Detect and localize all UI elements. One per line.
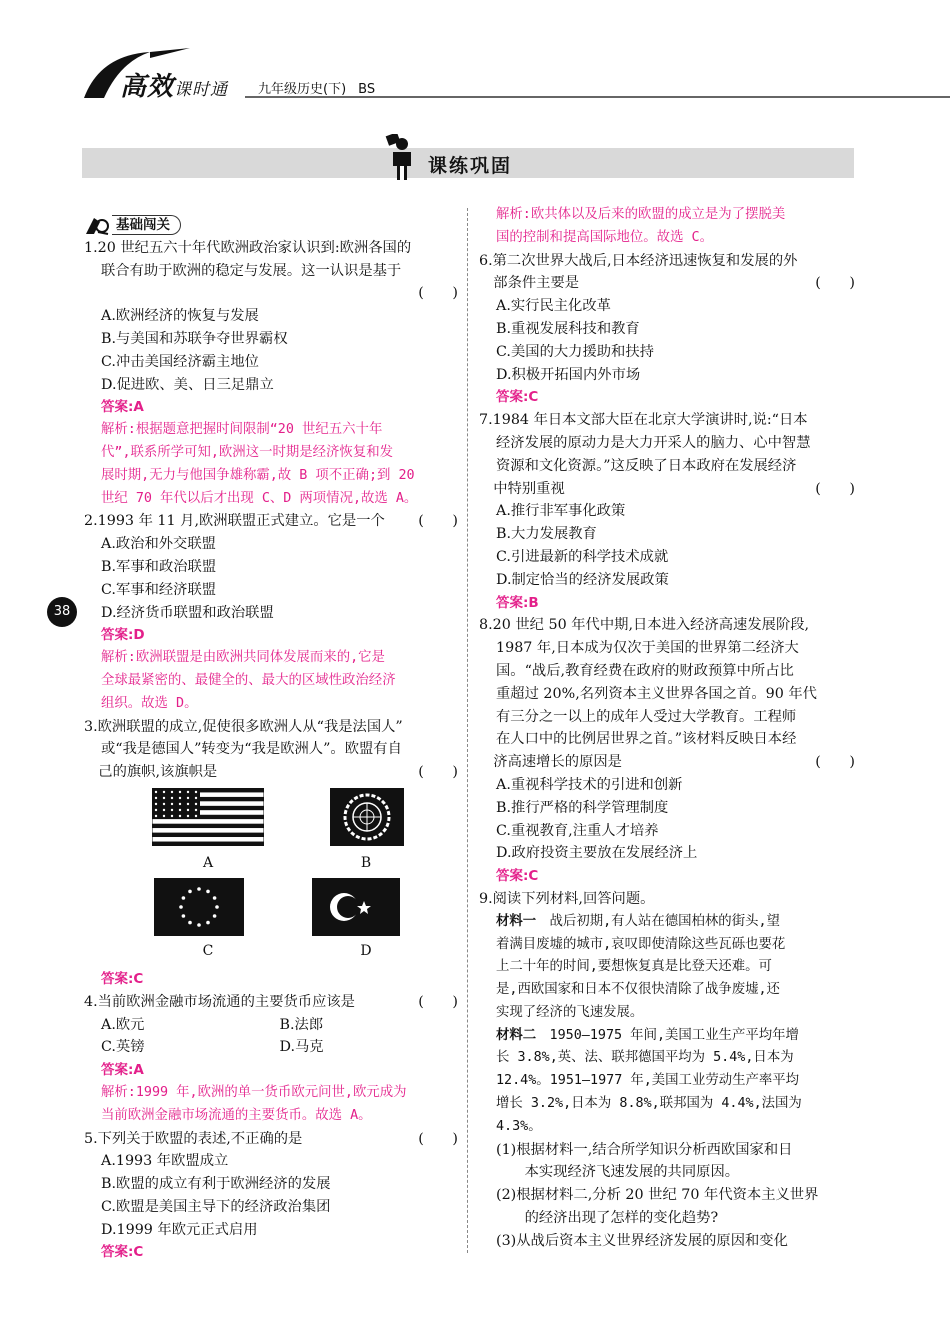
- question-text: 2.1993 年 11 月,欧洲联盟正式建立。它是一个: [84, 513, 385, 530]
- text-line: A.实行民主化改革: [496, 298, 611, 315]
- text-line: 资源和文化资源。”这反映了日本政府在发展经济: [496, 457, 797, 474]
- eu-flag-icon: [154, 878, 244, 936]
- material-text: 战后初期,有人站在德国柏林的街头,望: [536, 913, 780, 929]
- material-line: 增长 3.2%,日本为 8.8%,联邦国为 4.4%,法国为: [496, 1096, 802, 1112]
- answer-line: 答案:C: [496, 868, 539, 885]
- page-header: [0, 0, 950, 120]
- flag-label-b: B: [360, 854, 372, 871]
- text-line: B.大力发展教育: [496, 526, 597, 543]
- option-row: [84, 1014, 458, 1037]
- material-label: 材料二: [496, 1027, 537, 1043]
- question-line: 7.1984 年日本文部大臣在北京大学演讲时,说:“日本: [479, 412, 808, 429]
- text-line: A.1993 年欧盟成立: [101, 1153, 229, 1170]
- text-line: (1)根据材料一,结合所学知识分析西欧国家和日: [496, 1141, 793, 1158]
- option: B.法郎: [279, 1016, 324, 1033]
- text-line: C.欧盟是美国主导下的经济政治集团: [101, 1198, 331, 1215]
- text-line: 1987 年,日本成为仅次于美国的世界第二经济大: [496, 640, 799, 657]
- question-line: [84, 1128, 458, 1151]
- un-flag-icon: [330, 788, 404, 846]
- question-line: [479, 751, 855, 774]
- column-divider: [467, 208, 468, 1253]
- question-text: 部条件主要是: [479, 275, 580, 292]
- text-line: 在人口中的比例居世界之首。”该材料反映日本经: [496, 731, 797, 748]
- flag-options: [84, 784, 458, 968]
- material-line: [479, 911, 855, 934]
- material-line: 上二十年的时间,要想恢复真是比登天还难。可: [496, 959, 772, 975]
- section-tag: 基础闯关: [84, 214, 181, 236]
- option-row: [84, 1036, 458, 1059]
- flag-label-a: A: [202, 854, 214, 871]
- answer-bracket: ( ): [815, 275, 855, 292]
- material-label: 材料一: [496, 913, 537, 929]
- text-line: A.重视科学技术的引进和创新: [496, 776, 683, 793]
- answer-line: 答案:A: [101, 1062, 144, 1079]
- text-line: 本实现经济飞速发展的共同原因。: [496, 1164, 740, 1181]
- question-text: 济高速增长的原因是: [479, 754, 622, 771]
- text-line: 或“我是德国人”转变为“我是欧洲人”。欧盟有自: [101, 741, 402, 758]
- material-line: 12.4%。1951—1977 年,美国工业劳动生产率平均: [496, 1073, 800, 1089]
- text-line: 经济发展的原动力是大力开采人的脑力、心中智慧: [496, 434, 811, 451]
- option: A.欧元: [101, 1016, 145, 1033]
- answer-line: 答案:C: [101, 1244, 144, 1261]
- text-line: C.美国的大力援助和扶持: [496, 343, 654, 360]
- question-line: [479, 272, 855, 295]
- question-line: [84, 510, 458, 533]
- question-line: 9.阅读下列材料,回答问题。: [479, 890, 655, 907]
- analysis-line: 解析:根据题意把握时间限制“20 世纪五六十年: [101, 422, 383, 438]
- banner-title: 课练巩固: [428, 155, 513, 177]
- answer-bracket: ( ): [418, 513, 458, 530]
- answer-line: 答案:C: [101, 970, 144, 987]
- text-line: D.经济货币联盟和政治联盟: [101, 604, 274, 621]
- text-line: B.重视发展科技和教育: [496, 320, 640, 337]
- material-line: 着满目废墟的城市,哀叹即使清除这些瓦砾也要花: [496, 936, 786, 952]
- text-line: C.引进最新的科学技术成就: [496, 548, 669, 565]
- analysis-line: 全球最紧密的、最健全的、最大的区域性政治经济: [101, 672, 396, 688]
- analysis-line: 组织。故选 D。: [101, 695, 198, 711]
- answer-bracket: ( ): [418, 764, 458, 781]
- right-column: [479, 204, 855, 1253]
- text-line: D.政府投资主要放在发展经济上: [496, 845, 698, 862]
- question-text: 己的旗帜,该旗帜是: [84, 764, 218, 781]
- answer-bracket: ( ): [418, 1130, 458, 1147]
- crescent-flag-icon: [312, 878, 400, 936]
- text-line: 重超过 20%,名列资本主义世界各国之首。90 年代: [496, 685, 817, 702]
- subject-label: 九年级历史(下) BS: [258, 82, 376, 97]
- answer-bracket: ( ): [418, 993, 458, 1010]
- material-line: 是,西欧国家和日本不仅很快清除了战争废墟,还: [496, 982, 780, 998]
- text-line: 有三分之一以上的成年人受过大学教育。工程师: [496, 708, 797, 725]
- question-text: 4.当前欧洲金融市场流通的主要货币应该是: [84, 993, 355, 1010]
- question-line: 8.20 世纪 50 年代中期,日本进入经济高速发展阶段,: [479, 617, 810, 634]
- text-line: D.积极开拓国内外市场: [496, 366, 641, 383]
- answer-line: 答案:C: [496, 389, 539, 406]
- answer-line: 答案:A: [101, 399, 144, 416]
- question-line: 6.第二次世界大战后,日本经济迅速恢复和发展的外: [479, 252, 798, 269]
- text-line: D.制定恰当的经济发展政策: [496, 571, 669, 588]
- material-line: 实现了经济的飞速发展。: [496, 1004, 644, 1020]
- option: D.马克: [279, 1039, 324, 1056]
- text-line: B.欧盟的成立有利于欧洲经济的发展: [101, 1176, 331, 1193]
- question-line: [479, 478, 855, 501]
- text-line: 的经济出现了怎样的变化趋势?: [496, 1210, 719, 1227]
- analysis-line: 代”,联系所学可知,欧洲这一时期是经济恢复和发: [101, 444, 393, 460]
- text-line: (3)从战后资本主义世界经济发展的原因和变化: [496, 1232, 788, 1249]
- page-number: 38: [47, 597, 77, 627]
- material-line: [479, 1025, 855, 1048]
- question-line: 3.欧洲联盟的成立,促使很多欧洲人从“我是法国人”: [84, 718, 403, 735]
- text-line: 国。“战后,教育经费在政府的财政预算中所占比: [496, 662, 794, 679]
- answer-line: 答案:B: [496, 594, 539, 611]
- answer-line: 答案:D: [101, 627, 145, 644]
- analysis-line: 世纪 70 年代以后才出现 C、D 两项情况,故选 A。: [101, 490, 418, 506]
- text-line: B.推行严格的科学管理制度: [496, 799, 669, 816]
- text-line: 联合有助于欧洲的稳定与发展。这一认识是基于: [101, 262, 402, 279]
- analysis-line: 解析:欧共体以及后来的欧盟的成立是为了摆脱美: [496, 207, 786, 222]
- left-column: [84, 212, 458, 1264]
- text-line: B.军事和政治联盟: [101, 558, 217, 575]
- text-line: D.促进欧、美、日三足鼎立: [101, 376, 274, 393]
- answer-bracket: ( ): [815, 480, 855, 497]
- brand-logo: 高效课时通: [120, 72, 229, 102]
- text-line: B.与美国和苏联争夺世界霸权: [101, 330, 288, 347]
- text-line: C.冲击美国经济霸主地位: [101, 353, 259, 370]
- analysis-line: 解析:1999 年,欧洲的单一货币欧元问世,欧元成为: [101, 1084, 407, 1100]
- text-line: (2)根据材料二,分析 20 世纪 70 年代资本主义世界: [496, 1187, 819, 1204]
- analysis-line: 国的控制和提高国际地位。故选 C。: [496, 229, 713, 245]
- question-line: [84, 761, 458, 784]
- option: C.英镑: [101, 1039, 145, 1056]
- material-text: 1950—1975 年间,美国工业生产平均年增: [536, 1027, 799, 1043]
- answer-bracket: [84, 282, 458, 305]
- question-line: [84, 991, 458, 1014]
- answer-bracket-text: ( ): [418, 285, 458, 302]
- text-line: A.欧洲经济的恢复与发展: [101, 308, 259, 325]
- text-line: A.政治和外交联盟: [101, 536, 216, 553]
- question-line: 1.20 世纪五六十年代欧洲政治家认识到:欧洲各国的: [84, 239, 412, 256]
- text-line: A.推行非军事化政策: [496, 503, 626, 520]
- book-hand-icon: [84, 214, 110, 236]
- material-line: 长 3.8%,英、法、联邦德国平均为 5.4%,日本为: [496, 1050, 794, 1066]
- question-text: 5.下列关于欧盟的表述,不正确的是: [84, 1130, 303, 1147]
- analysis-line: 解析:欧洲联盟是由欧洲共同体发展而来的,它是: [101, 650, 385, 666]
- text-line: D.1999 年欧元正式启用: [101, 1221, 258, 1238]
- material-line: 4.3%。: [496, 1118, 542, 1134]
- usa-flag-icon: [152, 788, 264, 846]
- student-reading-icon: [385, 134, 419, 182]
- question-text: 中特别重视: [479, 480, 565, 497]
- flag-label-c: C: [202, 942, 214, 959]
- analysis-line: 展时期,无力与他国争雄称霸,故 B 项不正确;到 20: [101, 467, 415, 483]
- analysis-line: 当前欧洲金融市场流通的主要货币。故选 A。: [101, 1107, 372, 1123]
- text-line: C.军事和经济联盟: [101, 581, 217, 598]
- text-line: C.重视教育,注重人才培养: [496, 822, 659, 839]
- answer-bracket: ( ): [815, 754, 855, 771]
- flag-label-d: D: [360, 942, 372, 959]
